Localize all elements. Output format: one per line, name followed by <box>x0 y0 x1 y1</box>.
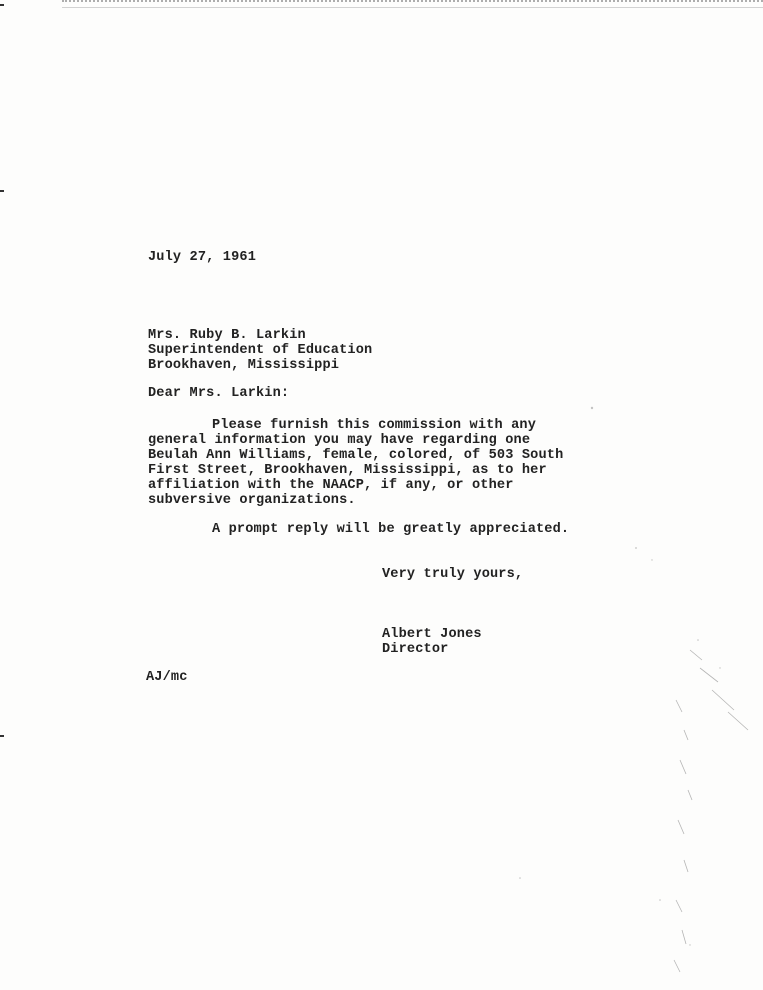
signer-name: Albert Jones <box>382 627 482 642</box>
scan-mark <box>0 735 4 737</box>
body-line: Please furnish this commission with any <box>212 418 536 433</box>
scan-mark <box>0 4 4 6</box>
body-line: affiliation with the NAACP, if any, or other <box>148 478 514 493</box>
body-line: general information you may have regarding one <box>148 433 531 448</box>
typist-initials: AJ/mc <box>146 670 188 685</box>
recipient-location: Brookhaven, Mississippi <box>148 358 340 373</box>
signer-title: Director <box>382 642 449 657</box>
letter-date: July 27, 1961 <box>148 250 256 265</box>
recipient-title: Superintendent of Education <box>148 343 373 358</box>
recipient-name: Mrs. Ruby B. Larkin <box>148 328 306 343</box>
scan-mark <box>0 190 4 192</box>
page-top-edge <box>62 0 763 8</box>
body-line: First Street, Brookhaven, Mississippi, as to her <box>148 463 547 478</box>
closing-request: A prompt reply will be greatly appreciated. <box>212 522 570 537</box>
salutation: Dear Mrs. Larkin: <box>148 386 290 401</box>
body-line: Beulah Ann Williams, female, colored, of 503 South <box>148 448 564 463</box>
body-line: subversive organizations. <box>148 493 356 508</box>
complimentary-close: Very truly yours, <box>382 567 524 582</box>
